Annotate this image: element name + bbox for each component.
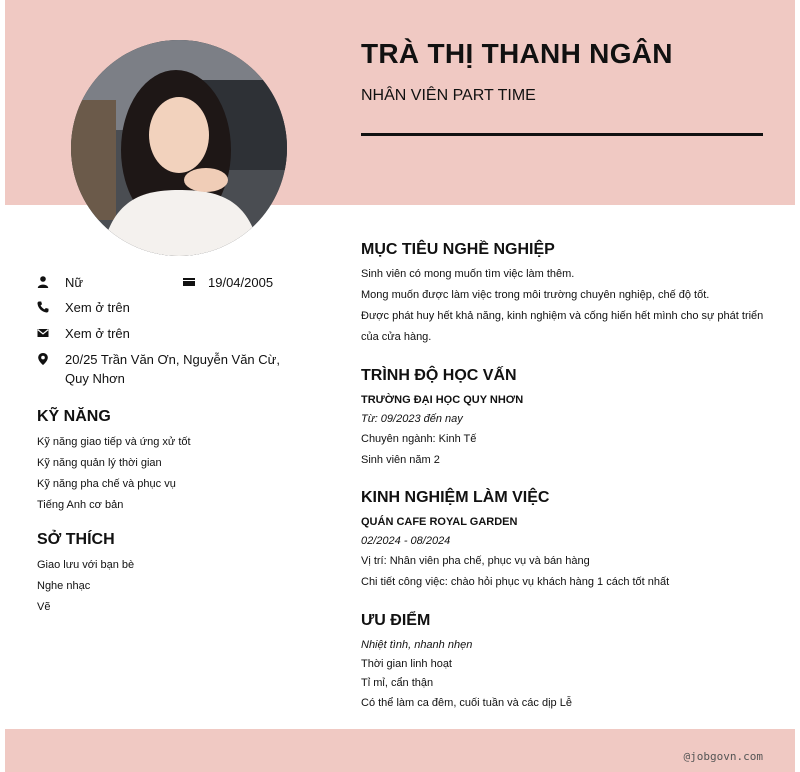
education-year: Sinh viên năm 2 — [361, 454, 440, 466]
person-icon — [37, 276, 49, 288]
skill-item: Tiếng Anh cơ bản — [37, 499, 124, 511]
watermark-text: @jobgovn.com — [683, 750, 763, 763]
skills-list — [37, 432, 191, 516]
email-value: Xem ở trên — [65, 326, 130, 341]
phone-value: Xem ở trên — [65, 300, 130, 315]
profile-photo — [71, 40, 287, 256]
experience-period: 02/2024 - 08/2024 — [361, 535, 451, 547]
candidate-name: TRÀ THỊ THANH NGÂN — [361, 38, 673, 69]
education-block — [361, 391, 771, 471]
strength-item: Thời gian linh hoạt — [361, 658, 452, 670]
phone-icon — [37, 301, 49, 313]
email-row — [37, 324, 327, 344]
gender-dob-row — [37, 273, 327, 293]
hobby-item: Nghe nhạc — [37, 580, 91, 592]
dob-value: 19/04/2005 — [208, 275, 274, 290]
objective-line: Được phát huy hết khả năng, kinh nghiệm và cống hiến hết mình cho sự phát triển — [361, 310, 764, 322]
school-name: TRƯỜNG ĐẠI HỌC QUY NHƠN — [361, 394, 524, 406]
objective-line: Mong muốn được làm việc trong môi trường chuyên nghiệp, chế độ tốt. — [361, 289, 710, 301]
skill-item: Kỹ năng quản lý thời gian — [37, 457, 162, 469]
strengths-title: ƯU ĐIỂM — [361, 612, 431, 629]
gender-value: Nữ — [65, 275, 84, 290]
header-divider — [361, 133, 763, 136]
mail-icon — [37, 327, 49, 339]
objective-line: Sinh viên có mong muốn tìm việc làm thêm. — [361, 268, 575, 280]
footer-band — [5, 729, 795, 772]
strength-item: Tỉ mỉ, cẩn thận — [361, 677, 434, 689]
address-row — [37, 350, 327, 390]
strength-item: Có thể làm ca đêm, cuối tuần và các dịp Lễ — [361, 697, 572, 709]
address-value: 20/25 Trần Văn Ơn, Nguyễn Văn Cừ, Quy Nhơn — [65, 352, 280, 386]
skill-item: Kỹ năng pha chế và phục vụ — [37, 478, 176, 490]
skill-item: Kỹ năng giao tiếp và ứng xử tốt — [37, 436, 191, 448]
skills-title: KỸ NĂNG — [37, 408, 111, 425]
education-period: Từ: 09/2023 đến nay — [361, 413, 463, 425]
experience-position: Vị trí: Nhân viên pha chế, phục vụ và bán hàng — [361, 555, 590, 567]
hobbies-title: SỞ THÍCH — [37, 531, 115, 548]
strengths-block — [361, 636, 771, 714]
company-name: QUÁN CAFE ROYAL GARDEN — [361, 516, 518, 528]
objective-text — [361, 264, 771, 348]
experience-detail: Chi tiết công việc: chào hỏi phục vụ khách hàng 1 cách tốt nhất — [361, 576, 670, 588]
cv-page — [5, 0, 795, 772]
hobby-item: Vẽ — [37, 601, 51, 613]
experience-title: KINH NGHIỆM LÀM VIỆC — [361, 489, 550, 506]
objective-title: MỤC TIÊU NGHỀ NGHIỆP — [361, 241, 555, 258]
hobbies-list — [37, 555, 134, 618]
calendar-icon — [183, 276, 195, 288]
location-pin-icon — [37, 353, 49, 365]
education-major: Chuyên ngành: Kinh Tế — [361, 433, 477, 445]
job-title: NHÂN VIÊN PART TIME — [361, 87, 536, 104]
objective-line: của cửa hàng. — [361, 331, 432, 343]
phone-row — [37, 298, 327, 318]
strengths-summary: Nhiệt tình, nhanh nhẹn — [361, 639, 473, 651]
hobby-item: Giao lưu với bạn bè — [37, 559, 135, 571]
experience-block — [361, 513, 771, 593]
education-title: TRÌNH ĐỘ HỌC VẤN — [361, 367, 517, 384]
profile-photo-image — [71, 40, 287, 256]
